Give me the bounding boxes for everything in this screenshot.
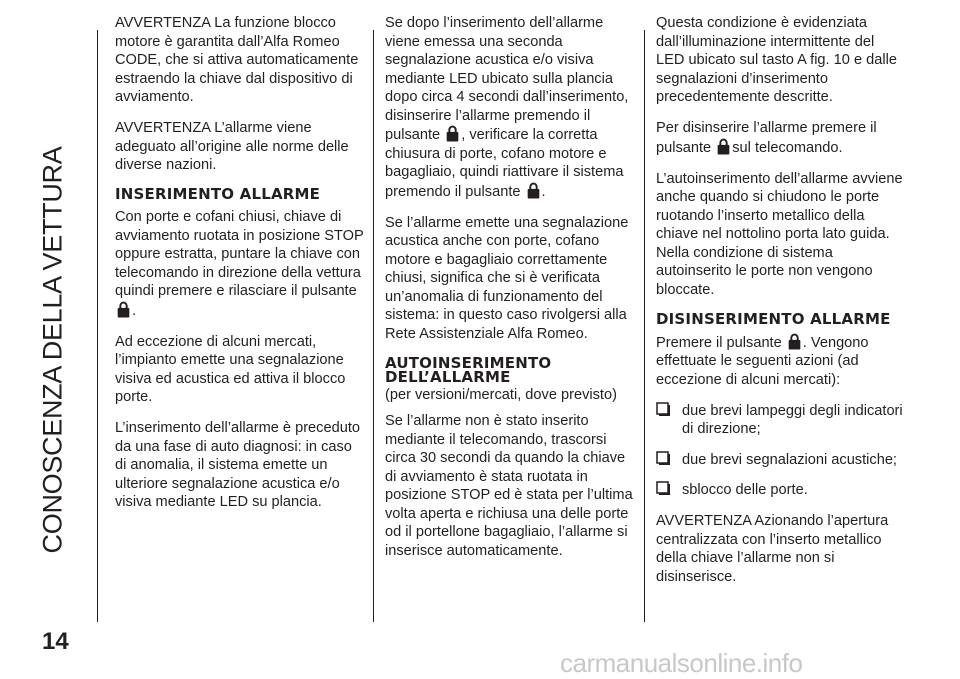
lock-icon bbox=[446, 125, 459, 142]
lock-icon bbox=[117, 301, 130, 318]
list-item: sblocco delle porte. bbox=[656, 481, 906, 500]
column-2 bbox=[385, 14, 635, 573]
warning-paragraph: AVVERTENZA La funzione blocco motore è garantita dall’Alfa Romeo CODE, che si attiva automaticamente estraendo la chiave dal dispositivo di avviamento. bbox=[115, 15, 359, 105]
body-paragraph: Se dopo l’inserimento dell’allarme viene emessa una seconda segnalazione acustica e/o visiva mediante LED ubicato sulla plancia dopo circa 4 secondi dall’inserimento, disinserire l’allarme premendo il pulsante , verificare la corretta chiusura di porte, cofano motore e bagagliaio, quindi riattivare il sistema premendo il pulsante . bbox=[385, 15, 629, 200]
heading-inserimento-allarme: INSERIMENTO ALLARME bbox=[115, 185, 321, 203]
checkbox-icon bbox=[656, 451, 670, 471]
warning-paragraph: AVVERTENZA Azionando l’apertura centralizzata con l’inserto metallico della chiave l’allarme non si disinserisce. bbox=[656, 513, 889, 585]
lock-icon bbox=[527, 182, 540, 199]
heading-disinserimento-allarme: DISINSERIMENTO ALLARME bbox=[656, 309, 891, 328]
body-paragraph: Ad eccezione di alcuni mercati, l’impianto emette una segnalazione visiva ed acustica ed attiva il blocco porte. bbox=[115, 333, 346, 405]
body-paragraph: Se l’allarme non è stato inserito mediante il telecomando, trascorsi circa 30 secondi da quando la chiave di avviamento è stata ruotata in posizione STOP ed è stata per l’ultima volta aperta e richiusa una delle porte od il portellone bagagliaio, l’allarme si inserisce automaticamente. bbox=[385, 413, 633, 559]
column-divider bbox=[373, 30, 374, 622]
checkbox-icon bbox=[656, 481, 670, 501]
list-item: due brevi segnalazioni acustiche; bbox=[656, 451, 906, 470]
body-paragraph: L’autoinserimento dell’allarme avviene anche quando si chiudono le porte ruotando l’inserto metallico della chiave nel nottolino porta lato guida. Nella condizione di sistema autoinserito le porte non vengono bloccate. bbox=[656, 170, 903, 298]
actions-list bbox=[656, 402, 906, 500]
lock-icon bbox=[717, 138, 730, 155]
watermark: carmanualsonline.info bbox=[560, 648, 803, 678]
body-paragraph: Premere il pulsante . Vengono effettuate le seguenti azioni (ad eccezione di alcuni mercati): bbox=[656, 334, 869, 388]
body-paragraph: Per disinserire l’allarme premere il pulsante sul telecomando. bbox=[656, 120, 877, 156]
warning-paragraph: AVVERTENZA L’allarme viene adeguato all’origine alle norme delle diverse nazioni. bbox=[115, 120, 349, 173]
page-number: 14 bbox=[42, 628, 69, 655]
section-title: CONOSCENZA DELLA VETTURA bbox=[37, 146, 68, 554]
lock-icon bbox=[788, 333, 801, 350]
list-item: due brevi lampeggi degli indicatori di direzione; bbox=[656, 402, 906, 439]
body-paragraph: L’inserimento dell’allarme è preceduto da una fase di auto diagnosi: in caso di anomalia, il sistema emette un ulteriore segnalazione acustica e/o visiva mediante LED su plancia. bbox=[115, 420, 360, 510]
column-divider bbox=[644, 30, 645, 622]
body-paragraph: Se l’allarme emette una segnalazione acustica anche con porte, cofano motore e bagagliaio correttamente chiusi, significa che si è verificata un’anomalia di funzionamento del sistema: in questo caso rivolgersi alla Rete Assistenziale Alfa Romeo. bbox=[385, 214, 629, 342]
body-paragraph: Questa condizione è evidenziata dall’illuminazione intermittente del LED ubicato sul tasto A fig. 10 e dalle segnalazioni d’inserimento precedentemente descritte. bbox=[656, 15, 897, 105]
body-paragraph: Con porte e cofani chiusi, chiave di avviamento ruotata in posizione STOP oppure estratta, puntare la chiave con telecomando in direzione della vettura quindi premere e rilasciare il pulsante . bbox=[115, 209, 364, 319]
column-1 bbox=[115, 14, 365, 524]
column-3 bbox=[656, 14, 906, 599]
checkbox-icon bbox=[656, 402, 670, 422]
subheading-note: (per versioni/mercati, dove previsto) bbox=[385, 386, 617, 403]
heading-autoinserimento: AUTOINSERIMENTO DELL’ALLARME bbox=[385, 353, 552, 386]
left-margin-rule bbox=[97, 30, 98, 622]
